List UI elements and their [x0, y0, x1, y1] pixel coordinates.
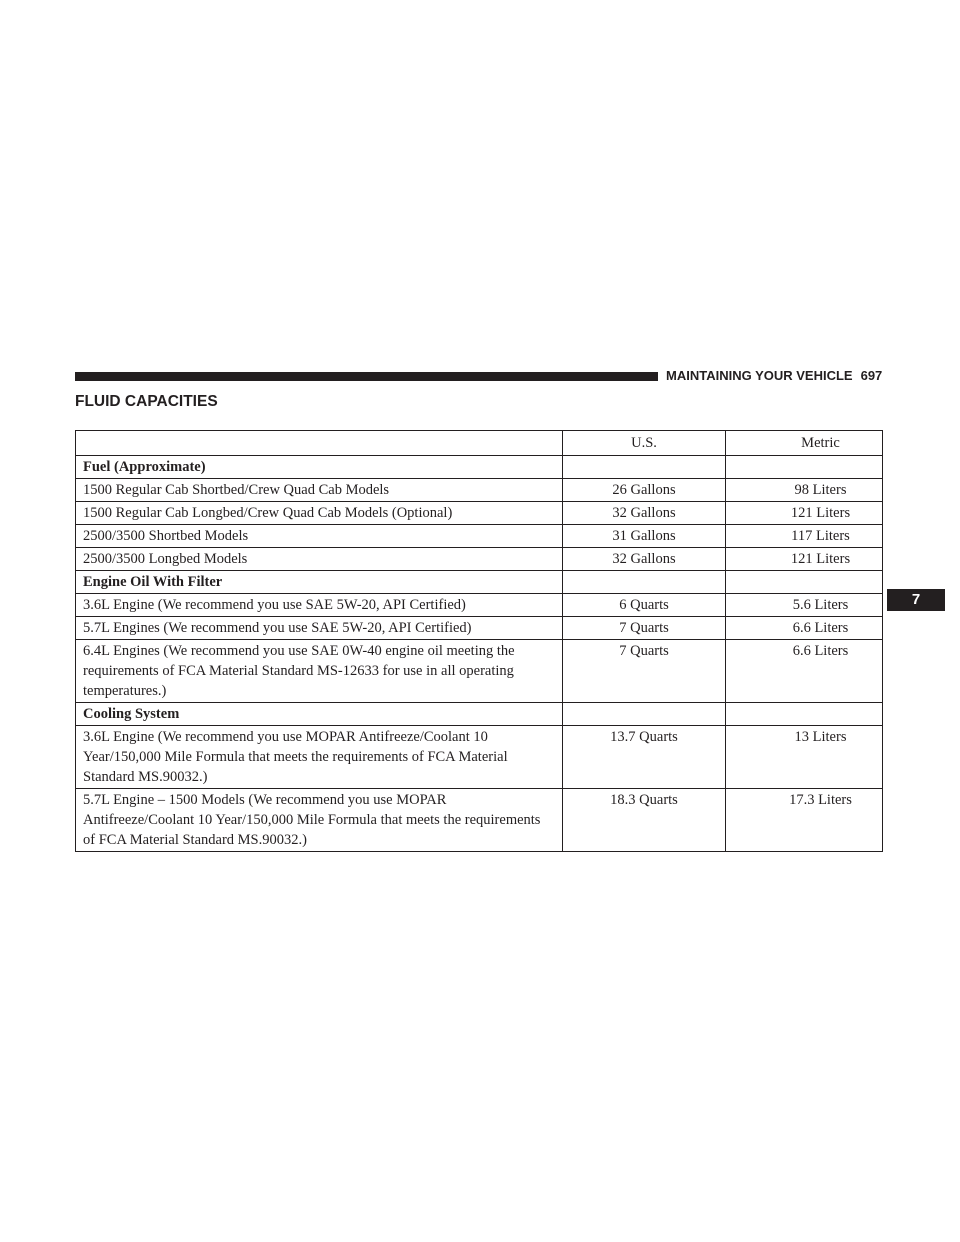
table-row	[76, 617, 883, 640]
table-row	[76, 594, 883, 617]
us-cell	[563, 703, 726, 726]
table-row	[76, 548, 883, 571]
metric-cell: 6.6 Liters	[726, 640, 883, 703]
header-cell-metric: Metric	[726, 431, 883, 456]
table-row	[76, 726, 883, 789]
item-cell: 2500/3500 Longbed Models	[76, 548, 563, 571]
table-header-row	[76, 431, 883, 456]
header-cell-item	[76, 431, 563, 456]
fluid-capacities-table	[75, 430, 883, 852]
item-cell: Engine Oil With Filter	[76, 571, 563, 594]
header-cell-us: U.S.	[563, 431, 726, 456]
category-row	[76, 571, 883, 594]
us-cell: 26 Gallons	[563, 479, 726, 502]
item-cell: Cooling System	[76, 703, 563, 726]
metric-cell	[726, 456, 883, 479]
category-row	[76, 703, 883, 726]
us-cell	[563, 571, 726, 594]
metric-cell	[726, 571, 883, 594]
metric-cell: 121 Liters	[726, 548, 883, 571]
us-cell: 32 Gallons	[563, 548, 726, 571]
us-cell: 18.3 Quarts	[563, 789, 726, 852]
us-cell: 7 Quarts	[563, 617, 726, 640]
table-body	[76, 456, 883, 852]
metric-cell: 17.3 Liters	[726, 789, 883, 852]
metric-cell	[726, 703, 883, 726]
category-row	[76, 456, 883, 479]
section-title: FLUID CAPACITIES	[75, 393, 218, 410]
item-cell: 6.4L Engines (We recommend you use SAE 0W-40 engine oil meeting the requirements of FCA Material Standard MS-12633 for use in all operating temperatures.)	[76, 640, 563, 703]
table-row	[76, 640, 883, 703]
item-cell: 5.7L Engine – 1500 Models (We recommend you use MOPAR Antifreeze/Coolant 10 Year/150,000 Mile Formula that meets the requirements of FCA Material Standard MS.90032.)	[76, 789, 563, 852]
us-cell: 32 Gallons	[563, 502, 726, 525]
us-cell: 6 Quarts	[563, 594, 726, 617]
item-cell: 3.6L Engine (We recommend you use SAE 5W-20, API Certified)	[76, 594, 563, 617]
us-cell: 31 Gallons	[563, 525, 726, 548]
table-row	[76, 479, 883, 502]
running-header	[666, 368, 882, 384]
item-cell: Fuel (Approximate)	[76, 456, 563, 479]
metric-cell: 117 Liters	[726, 525, 883, 548]
metric-cell: 13 Liters	[726, 726, 883, 789]
table-row	[76, 525, 883, 548]
metric-cell: 121 Liters	[726, 502, 883, 525]
us-cell: 13.7 Quarts	[563, 726, 726, 789]
table-row	[76, 789, 883, 852]
chapter-title: MAINTAINING YOUR VEHICLE	[666, 368, 853, 383]
page-number: 697	[860, 368, 883, 383]
chapter-tab: 7	[887, 589, 945, 611]
item-cell: 3.6L Engine (We recommend you use MOPAR Antifreeze/Coolant 10 Year/150,000 Mile Formula that meets the requirements of FCA Material Standard MS.90032.)	[76, 726, 563, 789]
metric-cell: 6.6 Liters	[726, 617, 883, 640]
item-cell: 1500 Regular Cab Shortbed/Crew Quad Cab Models	[76, 479, 563, 502]
item-cell: 1500 Regular Cab Longbed/Crew Quad Cab Models (Optional)	[76, 502, 563, 525]
us-cell: 7 Quarts	[563, 640, 726, 703]
table-row	[76, 502, 883, 525]
header-rule	[75, 372, 658, 381]
item-cell: 2500/3500 Shortbed Models	[76, 525, 563, 548]
metric-cell: 5.6 Liters	[726, 594, 883, 617]
metric-cell: 98 Liters	[726, 479, 883, 502]
item-cell: 5.7L Engines (We recommend you use SAE 5W-20, API Certified)	[76, 617, 563, 640]
us-cell	[563, 456, 726, 479]
